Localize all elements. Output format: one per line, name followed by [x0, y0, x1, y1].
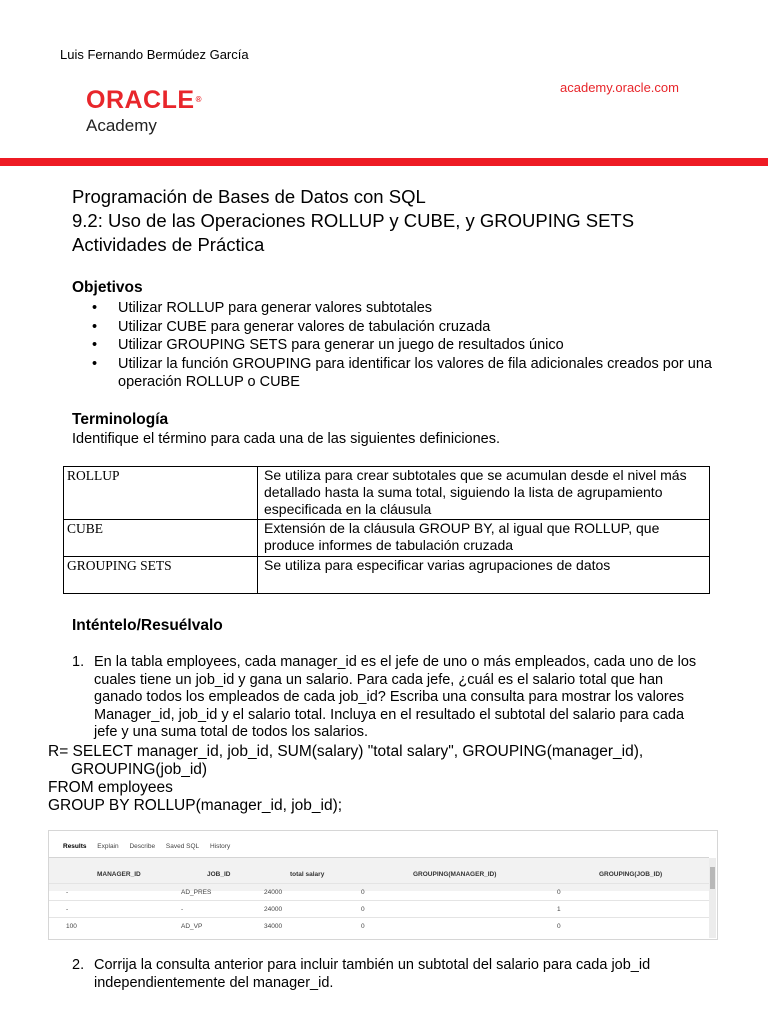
term-cell: CUBE — [64, 520, 258, 557]
answer-line: GROUP BY ROLLUP(manager_id, job_id); — [48, 797, 343, 814]
lesson-title: 9.2: Uso de las Operaciones ROLLUP y CUBE, y GROUPING SETS — [72, 210, 635, 231]
terminology-heading: Terminología — [72, 411, 169, 428]
table-cell: 0 — [361, 923, 365, 930]
course-title: Programación de Bases de Datos con SQL — [72, 186, 426, 207]
column-header[interactable]: JOB_ID — [207, 871, 231, 878]
column-header[interactable]: GROUPING(JOB_ID) — [599, 871, 663, 878]
tab-history[interactable]: History — [209, 843, 231, 850]
objectives-heading: Objetivos — [72, 279, 143, 296]
question-2 — [72, 956, 702, 992]
column-header[interactable]: GROUPING(MANAGER_ID) — [413, 871, 497, 878]
results-scrollbar[interactable] — [709, 858, 716, 938]
results-tabs — [63, 843, 239, 850]
oracle-academy-logo — [86, 86, 202, 136]
table-cell: 100 — [66, 923, 77, 930]
table-cell: 0 — [557, 889, 561, 896]
table-cell: - — [66, 906, 69, 913]
term-cell: ROLLUP — [64, 467, 258, 520]
terminology-row — [64, 557, 710, 594]
table-row — [49, 917, 709, 935]
table-cell: - — [66, 889, 69, 896]
table-cell: 34000 — [264, 923, 283, 930]
site-link[interactable]: academy.oracle.com — [560, 80, 679, 95]
answer-line: FROM employees — [48, 779, 173, 796]
objective-item: • Utilizar ROLLUP para generar valores subtotales — [72, 299, 712, 318]
logo-wordmark — [86, 86, 202, 114]
definition-cell: Se utiliza para especificar varias agrupaciones de datos — [258, 557, 710, 594]
table-cell: AD_PRES — [181, 889, 212, 896]
question-number: 1. — [72, 654, 85, 670]
table-cell: 0 — [361, 906, 365, 913]
practice-heading: Inténtelo/Resuélvalo — [72, 617, 223, 634]
table-cell: 24000 — [264, 906, 283, 913]
objective-item: • Utilizar la función GROUPING para identificar los valores de fila adicionales creados por una operación ROLLUP o CUBE — [72, 355, 712, 392]
answer-line: R= SELECT manager_id, job_id, SUM(salary) "total salary", GROUPING(manager_id), — [48, 743, 644, 760]
question-text: En la tabla employees, cada manager_id es el jefe de uno o más empleados, cada uno de los cuales tiene un job_id y gana un salario. Para cada jefe, ¿cuál es el salario total que han ganado todos los empleados de cada job_id? Escriba una consulta para mostrar los valores Manager_id, job_id y el salario total. Incluya en el resultado el subtotal del salario para cada jefe y una suma total de todos los salarios. — [94, 654, 697, 740]
author-name: Luis Fernando Bermúdez García — [60, 47, 249, 62]
terminology-intro: Identifique el término para cada una de las siguientes definiciones. — [72, 431, 501, 447]
term-cell: GROUPING SETS — [64, 557, 258, 594]
definition-cell: Extensión de la cláusula GROUP BY, al igual que ROLLUP, que produce informes de tabulación cruzada — [258, 520, 710, 557]
table-row — [49, 900, 709, 918]
question-1 — [72, 654, 702, 742]
query-results-screenshot — [48, 830, 718, 940]
logo-registered-mark: ® — [195, 95, 202, 104]
column-header[interactable]: MANAGER_ID — [97, 871, 141, 878]
sql-answer — [48, 743, 643, 815]
terminology-table — [63, 466, 710, 594]
tab-explain[interactable]: Explain — [97, 843, 119, 850]
document-titles — [72, 185, 634, 257]
objectives-list — [72, 299, 712, 392]
tab-results[interactable]: Results — [63, 843, 87, 850]
question-text: Corrija la consulta anterior para incluir también un subtotal del salario para cada job_id independientemente del manager_id. — [94, 957, 651, 991]
logo-academy-text: Academy — [86, 116, 157, 135]
objective-item: • Utilizar GROUPING SETS para generar un juego de resultados único — [72, 336, 712, 355]
answer-line: GROUPING(job_id) — [71, 761, 208, 778]
terminology-row — [64, 520, 710, 557]
table-cell: 0 — [361, 889, 365, 896]
definition-cell: Se utiliza para crear subtotales que se acumulan desde el nivel más detallado hasta la suma total, siguiendo la lista de agrupamiento especificada en la cláusula — [258, 467, 710, 520]
table-cell: 24000 — [264, 889, 283, 896]
tab-saved-sql[interactable]: Saved SQL — [165, 843, 200, 850]
activity-title: Actividades de Práctica — [72, 234, 265, 255]
table-cell: 0 — [557, 923, 561, 930]
column-header[interactable]: total salary — [290, 871, 325, 878]
header-red-bar — [0, 158, 768, 166]
terminology-row — [64, 467, 710, 520]
table-cell: AD_VP — [181, 923, 203, 930]
scrollbar-thumb[interactable] — [710, 867, 715, 889]
table-cell: - — [181, 906, 184, 913]
question-number: 2. — [72, 957, 85, 973]
table-cell: 1 — [557, 906, 561, 913]
table-row — [49, 883, 709, 901]
objective-item: • Utilizar CUBE para generar valores de tabulación cruzada — [72, 318, 712, 337]
tab-describe[interactable]: Describe — [129, 843, 156, 850]
logo-word: ORACLE — [86, 86, 195, 114]
